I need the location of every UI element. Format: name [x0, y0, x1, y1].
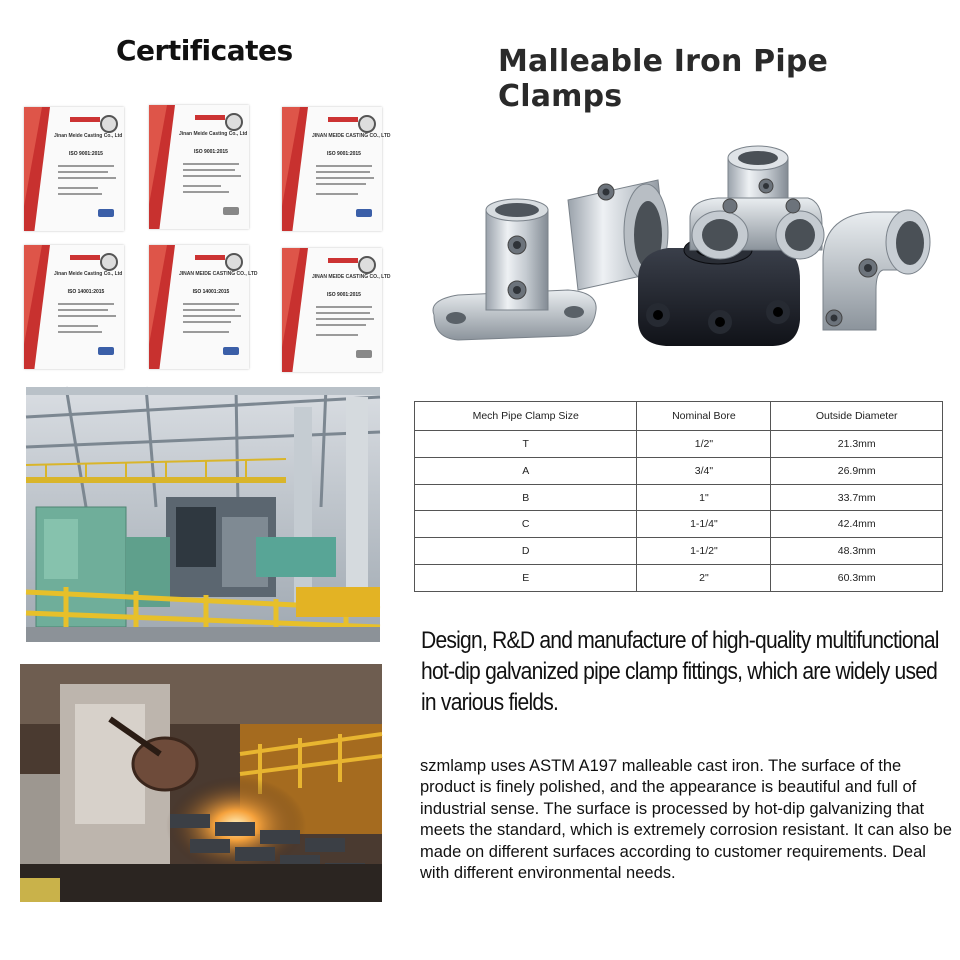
- certificate-image: [149, 245, 258, 369]
- table-cell: E: [415, 565, 637, 592]
- column-header: Nominal Bore: [637, 402, 771, 431]
- table-row: [415, 431, 943, 458]
- certificate-image: [24, 245, 124, 369]
- certificate-company: Jinan Meide Casting Co., Ltd: [54, 271, 123, 277]
- table-row: [415, 511, 943, 538]
- factory-floor-photo: [26, 387, 380, 642]
- certificate-image: [24, 107, 124, 231]
- elbow-fitting: [823, 210, 930, 330]
- table-cell: D: [415, 538, 637, 565]
- casting-production-photo: [20, 664, 382, 902]
- table-cell: T: [415, 431, 637, 458]
- pipe-clamp-size-table: [414, 401, 943, 592]
- product-description: szmlamp uses ASTM A197 malleable cast iron. The surface of the product is finely polished, and the appearance is beautiful and full of industrial sense. The surface is processed by hot-dip galvanizing that meets the standard, which is extremely corrosion resistant. It can also be made on different surfaces according to customer requirements. Deal with different environmental needs.: [420, 757, 952, 883]
- table-cell: A: [415, 457, 637, 484]
- table-row: [415, 538, 943, 565]
- table-cell: 1-1/4": [637, 511, 771, 538]
- table-cell: 3/4": [637, 457, 771, 484]
- table-cell: 33.7mm: [771, 484, 943, 511]
- table-cell: 60.3mm: [771, 565, 943, 592]
- table-cell: 26.9mm: [771, 457, 943, 484]
- three-socket-fitting: [690, 146, 824, 259]
- table-cell: 2": [637, 565, 771, 592]
- table-row: [415, 484, 943, 511]
- certificate-company: JINAN MEIDE CASTING CO., LTD: [179, 271, 258, 277]
- table-cell: B: [415, 484, 637, 511]
- table-row: [415, 565, 943, 592]
- column-header: Mech Pipe Clamp Size: [415, 402, 637, 431]
- table-cell: 1": [637, 484, 771, 511]
- table-cell: C: [415, 511, 637, 538]
- company-tagline: Design, R&D and manufacture of high-quality multifunctional hot-dip galvanized pipe clamp fittings, which are widely used in various fields.: [421, 627, 939, 716]
- certificate-standard: ISO 9001:2015: [327, 151, 361, 157]
- certificate-company: JINAN MEIDE CASTING CO., LTD: [312, 274, 391, 280]
- table-header-row: [415, 402, 943, 431]
- certificate-standard: ISO 9001:2015: [327, 292, 361, 298]
- table-cell: 1/2": [637, 431, 771, 458]
- column-header: Outside Diameter: [771, 402, 943, 431]
- certificate-standard: ISO 9001:2015: [69, 151, 103, 157]
- table-row: [415, 457, 943, 484]
- certificate-standard: ISO 9001:2015: [194, 149, 228, 155]
- pipe-clamp-fittings-image: [428, 140, 948, 360]
- certificate-image: [149, 105, 249, 229]
- certificate-image: [282, 248, 391, 372]
- table-cell: 1-1/2": [637, 538, 771, 565]
- certificates-heading: Certificates: [116, 34, 293, 67]
- table-cell: 42.4mm: [771, 511, 943, 538]
- certificate-image: [282, 107, 391, 231]
- table-cell: 48.3mm: [771, 538, 943, 565]
- certificate-company: JINAN MEIDE CASTING CO., LTD: [312, 133, 391, 139]
- product-heading: Malleable Iron Pipe Clamps: [498, 44, 829, 114]
- certificate-standard: ISO 14001:2015: [192, 289, 230, 295]
- certificate-standard: ISO 14001:2015: [67, 289, 105, 295]
- certificate-company: Jinan Meide Casting Co., Ltd: [54, 133, 123, 139]
- table-cell: 21.3mm: [771, 431, 943, 458]
- certificate-company: Jinan Meide Casting Co., Ltd: [179, 131, 248, 137]
